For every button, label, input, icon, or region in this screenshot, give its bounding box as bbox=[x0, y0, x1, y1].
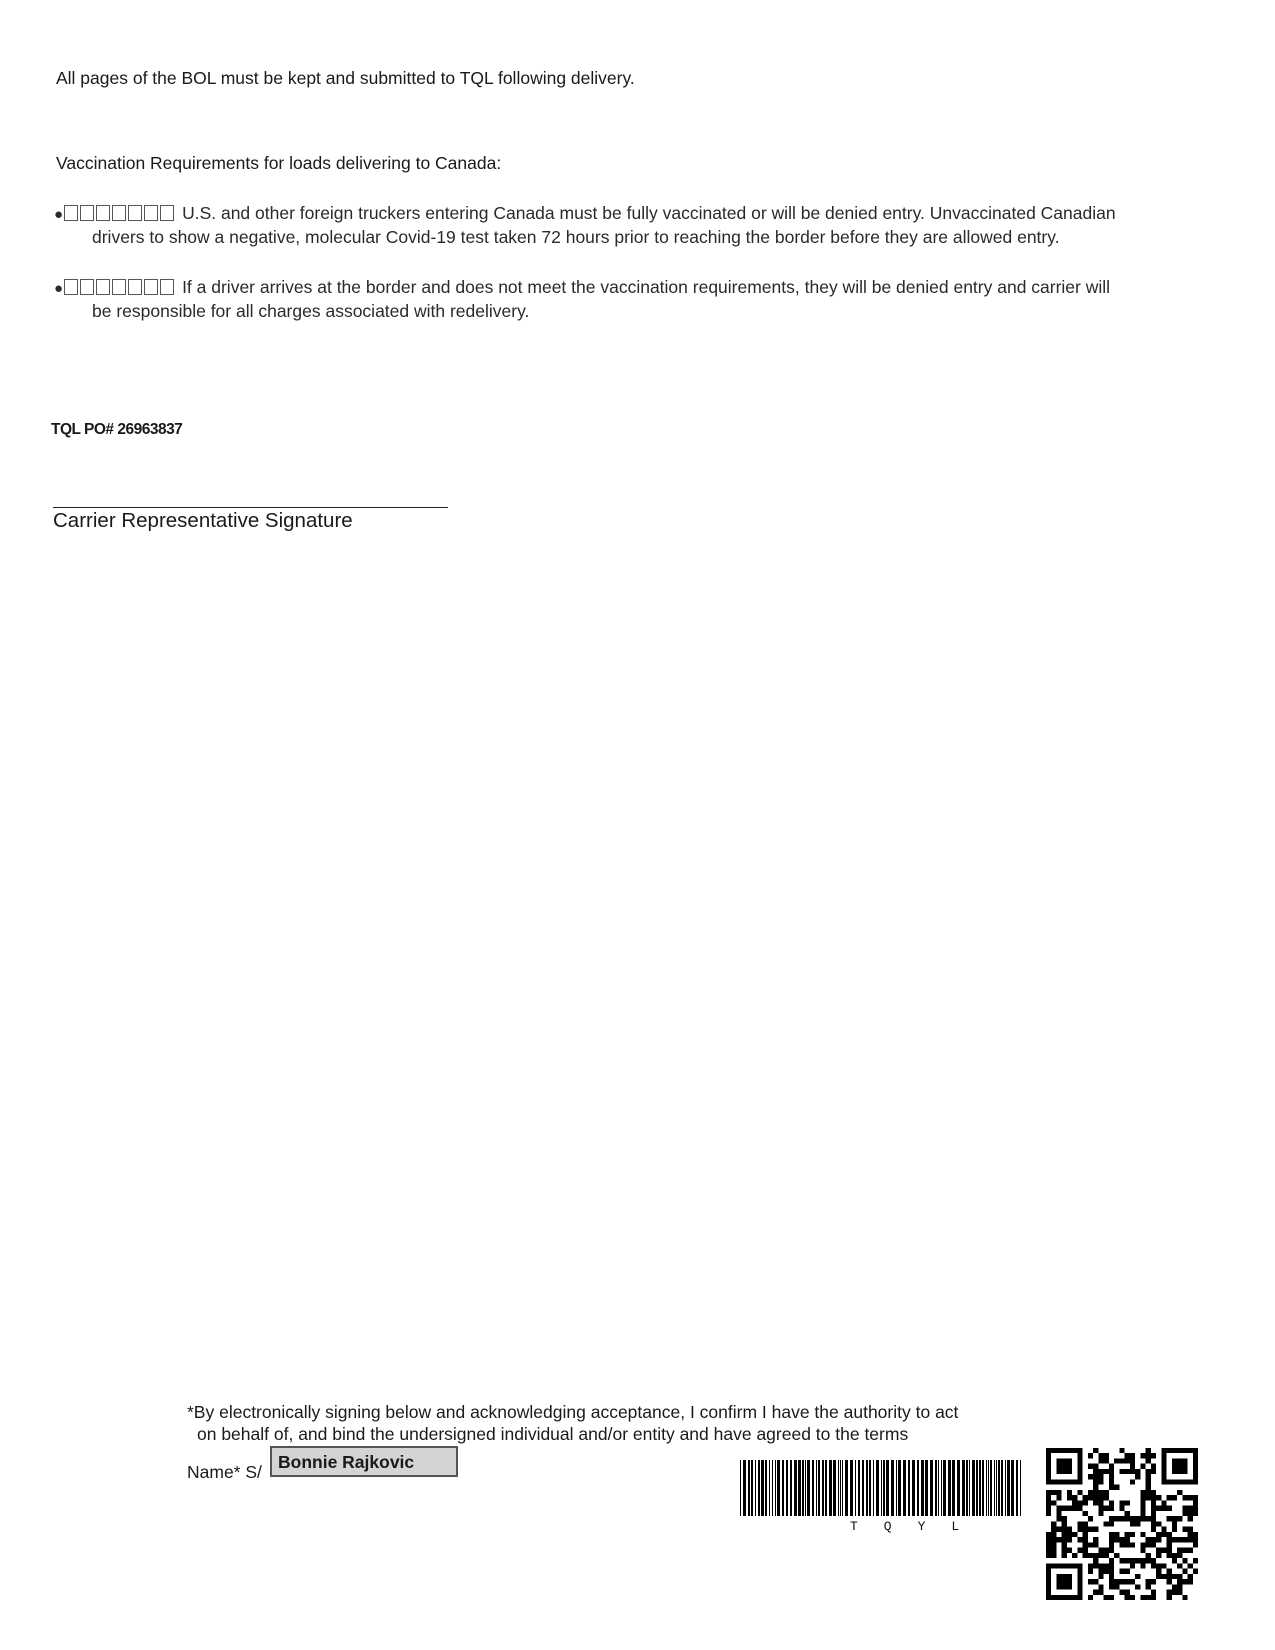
bol-intro-text: All pages of the BOL must be kept and submitted to TQL following delivery. bbox=[56, 68, 635, 88]
po-number: TQL PO# 26963837 bbox=[51, 421, 183, 438]
bullet-1-line-1: U.S. and other foreign truckers entering Canada must be fully vaccinated or will be denied entry. Unvaccinated Canadian bbox=[182, 203, 1116, 223]
missing-glyph-boxes bbox=[64, 279, 174, 295]
signature-line bbox=[53, 507, 448, 508]
bullet-2-line-2: be responsible for all charges associated with redelivery. bbox=[92, 301, 530, 321]
bullet-1-line-2: drivers to show a negative, molecular Covid-19 test taken 72 hours prior to reaching the border before they are allowed entry. bbox=[92, 227, 1060, 247]
esign-consent bbox=[187, 1401, 958, 1445]
barcode-icon bbox=[740, 1460, 1025, 1516]
qr-code-icon bbox=[1046, 1448, 1198, 1600]
vaccination-bullet-2 bbox=[54, 276, 1204, 323]
signer-name-field[interactable]: Bonnie Rajkovic bbox=[270, 1446, 458, 1477]
vaccination-heading: Vaccination Requirements for loads delivering to Canada: bbox=[56, 153, 502, 173]
missing-glyph-boxes bbox=[64, 205, 174, 221]
barcode-caption: TQYL bbox=[850, 1519, 986, 1534]
bullet-dot-icon: ● bbox=[54, 206, 64, 223]
consent-line-2: on behalf of, and bind the undersigned individual and/or entity and have agreed to the terms bbox=[197, 1424, 909, 1444]
bullet-2-line-1: If a driver arrives at the border and does not meet the vaccination requirements, they will be denied entry and carrier will bbox=[182, 277, 1111, 297]
signature-label: Carrier Representative Signature bbox=[53, 509, 353, 532]
vaccination-bullet-1 bbox=[54, 202, 1204, 249]
bullet-dot-icon: ● bbox=[54, 280, 64, 297]
consent-line-1: *By electronically signing below and acknowledging acceptance, I confirm I have the authority to act bbox=[187, 1402, 959, 1422]
name-label: Name* S/ bbox=[187, 1462, 262, 1482]
